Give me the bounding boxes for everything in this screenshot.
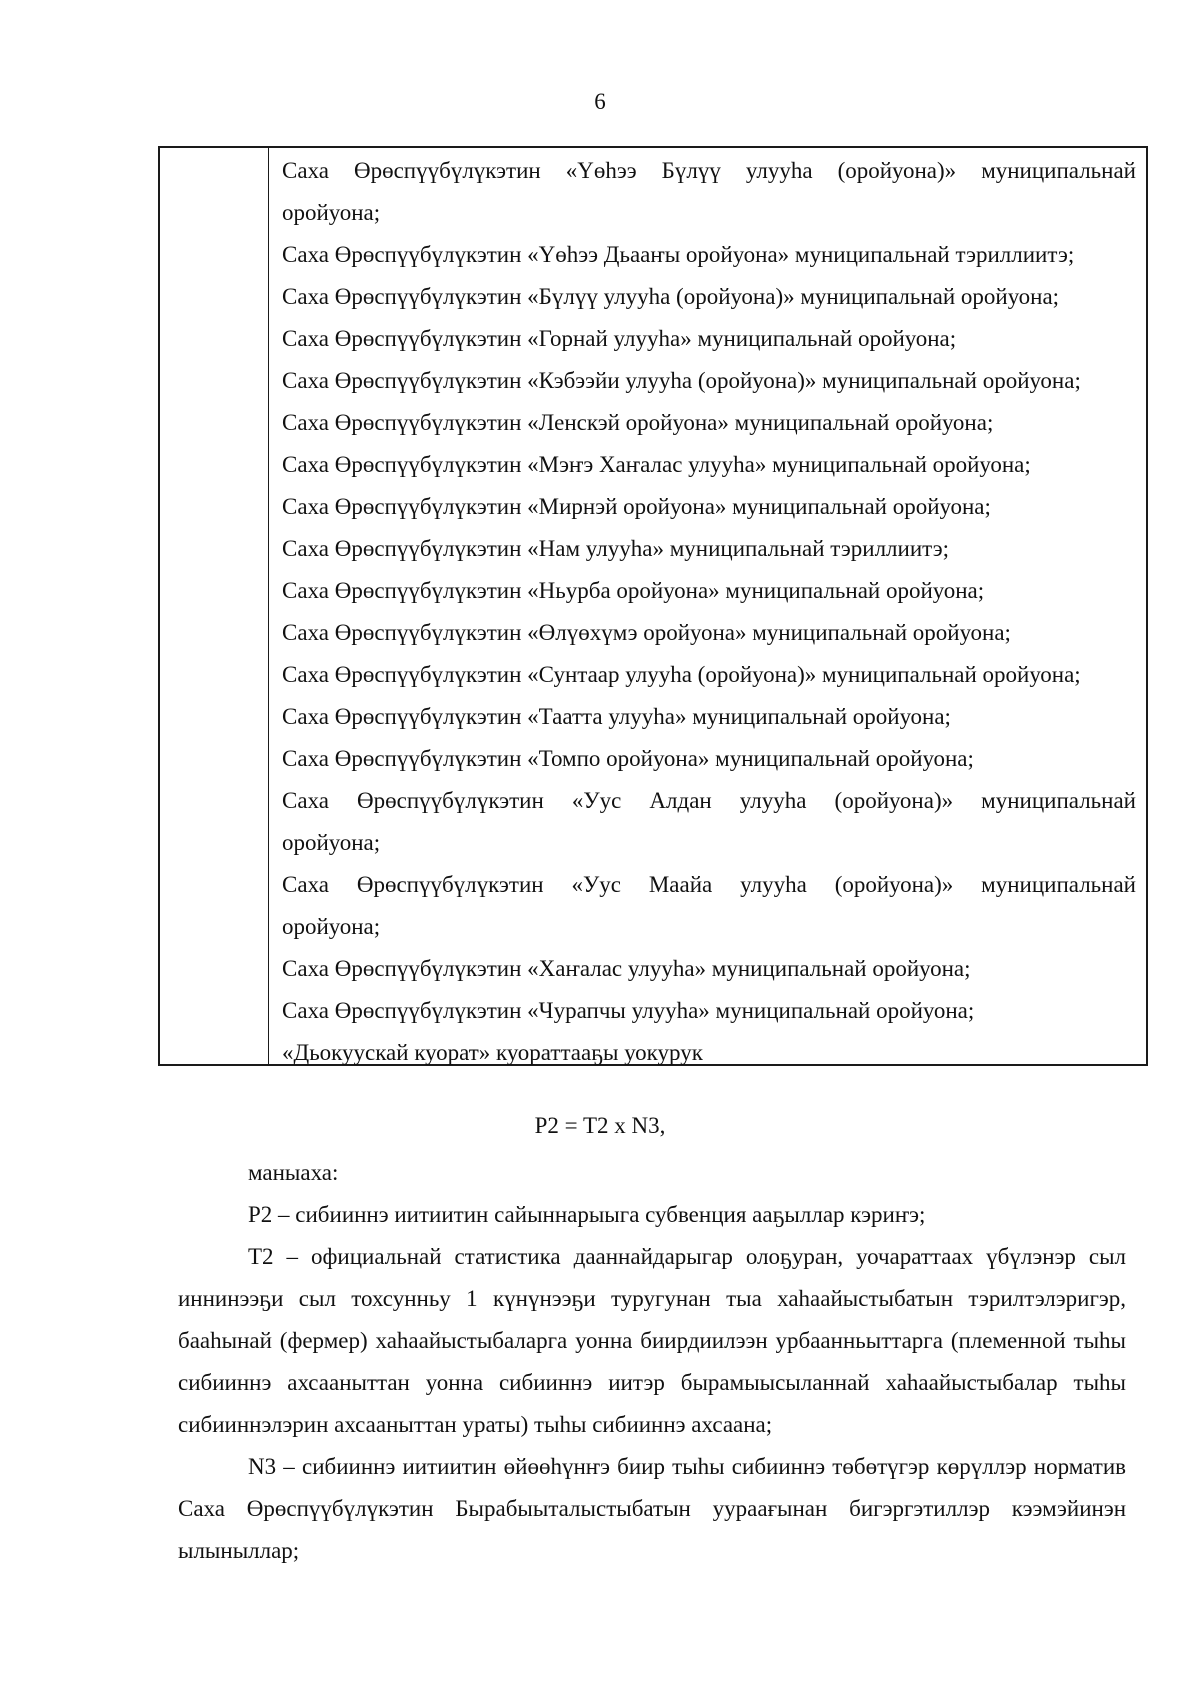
table-line: Саха Өрөспүүбүлүкэтин «Ньурба оройуона» муниципальнай оройуона; bbox=[282, 578, 985, 603]
definition-t2: T2 – официальнай статистика дааннайдарыгар олоҕуран, уочараттаах үбүлэнэр сыл иннинээҕи сыл тохсунньу 1 күнүнээҕи туругунан тыа хаһаайыстыбатын тэрилтэлэригэр, бааһынай (фермер) хаһаайыстыбаларга уонна биирдиилээн урбаанньыттарга (племенной тыһы сибииннэ ахсааныттан уонна сибииннэ иитэр бырамыысыланнай хаһаайыстыбалар тыһы сибииннэлэрин ахсааныттан ураты) тыһы сибииннэ ахсаана; bbox=[178, 1244, 1126, 1437]
table-line: оройуона; bbox=[282, 914, 381, 939]
table-line: Саха Өрөспүүбүлүкэтин «Уус Алдан улууһа (оройуона)» муниципальнай bbox=[282, 788, 1136, 813]
table-line: Саха Өрөспүүбүлүкэтин «Өлүөхүмэ оройуона» муниципальнай оройуона; bbox=[282, 620, 1011, 645]
table-cell-districts bbox=[282, 150, 1136, 1074]
definition-p2: P2 – сибииннэ иитиитин сайыннарыыга субвенция ааҕыллар кэриҥэ; bbox=[248, 1202, 926, 1227]
table-line: Саха Өрөспүүбүлүкэтин «Бүлүү улууһа (оройуона)» муниципальнай оройуона; bbox=[282, 284, 1060, 309]
table-column-divider bbox=[268, 148, 269, 1064]
formula-intro: маныаха: bbox=[248, 1160, 339, 1185]
table-line: Саха Өрөспүүбүлүкэтин «Томпо оройуона» муниципальнай оройуона; bbox=[282, 746, 974, 771]
table-line: Саха Өрөспүүбүлүкэтин «Хаҥалас улууһа» муниципальнай оройуона; bbox=[282, 956, 971, 981]
table-line: Саха Өрөспүүбүлүкэтин «Нам улууһа» муниципальнай тэриллиитэ; bbox=[282, 536, 950, 561]
table-line: Саха Өрөспүүбүлүкэтин «Үөһээ Бүлүү улууһа (оройуона)» муниципальнай bbox=[282, 158, 1136, 183]
table-line: Саха Өрөспүүбүлүкэтин «Горнай улууһа» муниципальнай оройуона; bbox=[282, 326, 957, 351]
table-line: Саха Өрөспүүбүлүкэтин «Чурапчы улууһа» муниципальнай оройуона; bbox=[282, 998, 975, 1023]
table-line: Саха Өрөспүүбүлүкэтин «Ленскэй оройуона» муниципальнай оройуона; bbox=[282, 410, 994, 435]
table-line: оройуона; bbox=[282, 200, 381, 225]
definition-n3: N3 – сибииннэ иитиитин өйөөһүнҥэ биир тыһы сибииннэ төбөтүгэр көрүллэр норматив Саха Өрөспүүбүлүкэтин Бырабыыталыстыбатын уураағынан бигэргэтиллэр кээмэйинэн ылыныллар; bbox=[178, 1454, 1126, 1563]
table-line: оройуона; bbox=[282, 830, 381, 855]
table-line: «Дьокуускай куорат» куораттааҕы уокурук bbox=[282, 1040, 703, 1065]
body-text bbox=[178, 1152, 1126, 1572]
table-line: Саха Өрөспүүбүлүкэтин «Мэҥэ Хаҥалас улууһа» муниципальнай оройуона; bbox=[282, 452, 1031, 477]
table-line: Саха Өрөспүүбүлүкэтин «Мирнэй оройуона» муниципальнай оройуона; bbox=[282, 494, 991, 519]
table-line: Саха Өрөспүүбүлүкэтин «Таатта улууһа» муниципальнай оройуона; bbox=[282, 704, 951, 729]
table-line: Саха Өрөспүүбүлүкэтин «Кэбээйи улууһа (оройуона)» муниципальнай оройуона; bbox=[282, 368, 1081, 393]
table-line: Саха Өрөспүүбүлүкэтин «Уус Маайа улууһа (оройуона)» муниципальнай bbox=[282, 872, 1136, 897]
districts-table bbox=[158, 146, 1148, 1066]
table-line: Саха Өрөспүүбүлүкэтин «Үөһээ Дьааҥы оройуона» муниципальнай тэриллиитэ; bbox=[282, 242, 1075, 267]
table-line: Саха Өрөспүүбүлүкэтин «Сунтаар улууһа (оройуона)» муниципальнай оройуона; bbox=[282, 662, 1081, 687]
formula: P2 = T2 x N3, bbox=[534, 1113, 666, 1138]
page-number: 6 bbox=[594, 89, 606, 114]
